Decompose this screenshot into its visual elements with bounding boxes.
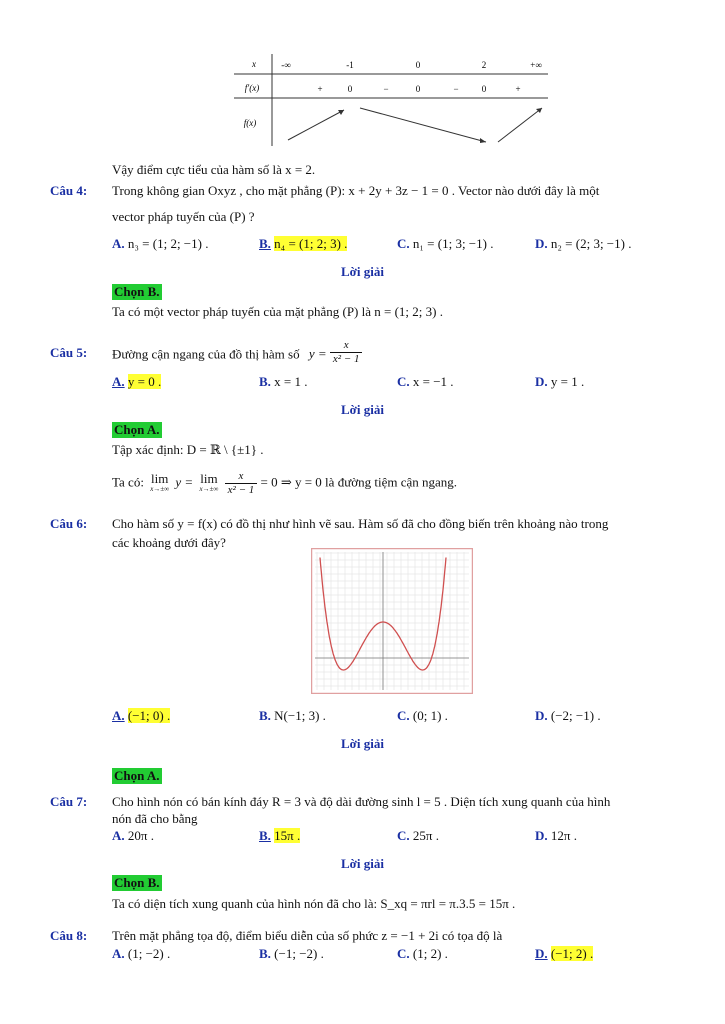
table-x-value: 0 [415, 60, 421, 70]
q4-option-c[interactable]: C. n₁ = (1; 3; −1) . [397, 236, 494, 251]
q8-option-d[interactable]: D. (−1; 2) . [535, 946, 594, 961]
q7-solution: Ta có diện tích xung quanh của hình nón đã cho là: S_xq = πrl = π.3.5 = 15π . [112, 896, 516, 911]
q3-conclusion: Vậy điểm cực tiểu của hàm số là x = 2. [112, 162, 316, 177]
q4-stem-line1: Trong không gian Oxyz , cho mặt phẳng (P): x + 2y + 3z − 1 = 0 . Vector nào dưới đây là một [112, 183, 600, 198]
q6-solution-heading: Lời giải [341, 736, 384, 751]
q6-option-c[interactable]: C. (0; 1) . [397, 708, 448, 723]
table-label-x: x [252, 59, 256, 69]
arrow-down [360, 108, 486, 142]
q6-function-graph [311, 548, 473, 694]
table-fp-sign: + [515, 84, 521, 94]
q5-solution-heading: Lời giải [341, 402, 384, 417]
table-fp-sign: 0 [415, 84, 421, 94]
table-x-values [281, 60, 541, 70]
q8-option-a[interactable]: A. (1; −2) . [112, 946, 171, 961]
q6-stem-line2: các khoảng dưới đây? [112, 535, 226, 550]
q8-option-b[interactable]: B. (−1; −2) . [259, 946, 324, 961]
table-fp-sign: − [383, 84, 389, 94]
q5-option-b[interactable]: B. x = 1 . [259, 374, 308, 389]
q4-option-d[interactable]: D. n₂ = (2; 3; −1) . [535, 236, 632, 251]
table-x-value: +∞ [530, 60, 542, 70]
table-fp-sign: − [453, 84, 459, 94]
q5-answer: Chọn A. [114, 422, 160, 437]
q4-answer: Chọn B. [114, 284, 160, 299]
q4-number: Câu 4: [50, 183, 88, 198]
q5-option-d[interactable]: D. y = 1 . [535, 374, 585, 389]
q8-number: Câu 8: [50, 928, 88, 943]
q5-stem: Đường cận ngang của đồ thị hàm số y = $\frac{x}{\text{x² − 1}}$ [112, 345, 362, 366]
q4-option-b[interactable]: B. n₄ = (1; 2; 3) . [259, 236, 348, 251]
q5-number: Câu 5: [50, 345, 88, 360]
arrow-up-1 [288, 110, 344, 140]
q4-solution-heading: Lời giải [341, 264, 384, 279]
q7-option-d[interactable]: D. 12π . [535, 828, 577, 843]
table-fp-sign: + [317, 84, 323, 94]
table-x-value: 2 [481, 60, 487, 70]
q6-option-a[interactable]: A. (−1; 0) . [112, 708, 171, 723]
q6-number: Câu 6: [50, 516, 88, 531]
table-label-f: f(x) [243, 118, 257, 128]
q8-option-c[interactable]: C. (1; 2) . [397, 946, 448, 961]
q7-solution-heading: Lời giải [341, 856, 384, 871]
q4-stem-line2: vector pháp tuyến của (P) ? [112, 209, 255, 224]
q5-limit: Ta có: lim x→±∞ y = lim x→±∞ $\frac{x}{\text{x² − 1}}$ = 0 ⇒ y = 0 là đường tiệm cận ngang. [112, 470, 458, 496]
table-label-fp: f'(x) [244, 83, 260, 93]
q6-option-b[interactable]: B. N(−1; 3) . [259, 708, 326, 723]
q6-answer: Chọn A. [114, 768, 160, 783]
q5-option-a[interactable]: A. y = 0 . [112, 374, 162, 389]
table-x-value: -∞ [281, 60, 291, 70]
q7-stem-line2: nón đã cho bằng [112, 811, 198, 826]
q7-stem-line1: Cho hình nón có bán kính đáy R = 3 và độ dài đường sinh l = 5 . Diện tích xung quanh của hình [112, 794, 611, 809]
q5-domain: Tập xác định: D = ℝ \ {±1} . [112, 442, 264, 457]
table-fp-signs [317, 84, 520, 94]
q8-stem: Trên mặt phẳng tọa độ, điểm biểu diễn của số phức z = −1 + 2i có tọa độ là [112, 928, 503, 943]
q4-option-a[interactable]: A. n₃ = (1; 2; −1) . [112, 236, 209, 251]
q7-option-c[interactable]: C. 25π . [397, 828, 439, 843]
q6-stem-line1: Cho hàm số y = f(x) có đồ thị như hình vẽ sau. Hàm số đã cho đồng biến trên khoảng nào trong [112, 516, 609, 531]
q7-answer: Chọn B. [114, 875, 160, 890]
table-x-value: -1 [346, 60, 354, 70]
table-fp-sign: 0 [347, 84, 353, 94]
q6-option-d[interactable]: D. (−2; −1) . [535, 708, 601, 723]
q7-option-a[interactable]: A. 20π . [112, 828, 154, 843]
arrow-up-2 [498, 108, 542, 142]
q5-option-c[interactable]: C. x = −1 . [397, 374, 454, 389]
variation-table [230, 52, 550, 148]
q4-solution: Ta có một vector pháp tuyến của mặt phẳng (P) là n = (1; 2; 3) . [112, 304, 443, 319]
table-fp-sign: 0 [481, 84, 487, 94]
q7-option-b[interactable]: B. 15π . [259, 828, 301, 843]
q7-number: Câu 7: [50, 794, 88, 809]
